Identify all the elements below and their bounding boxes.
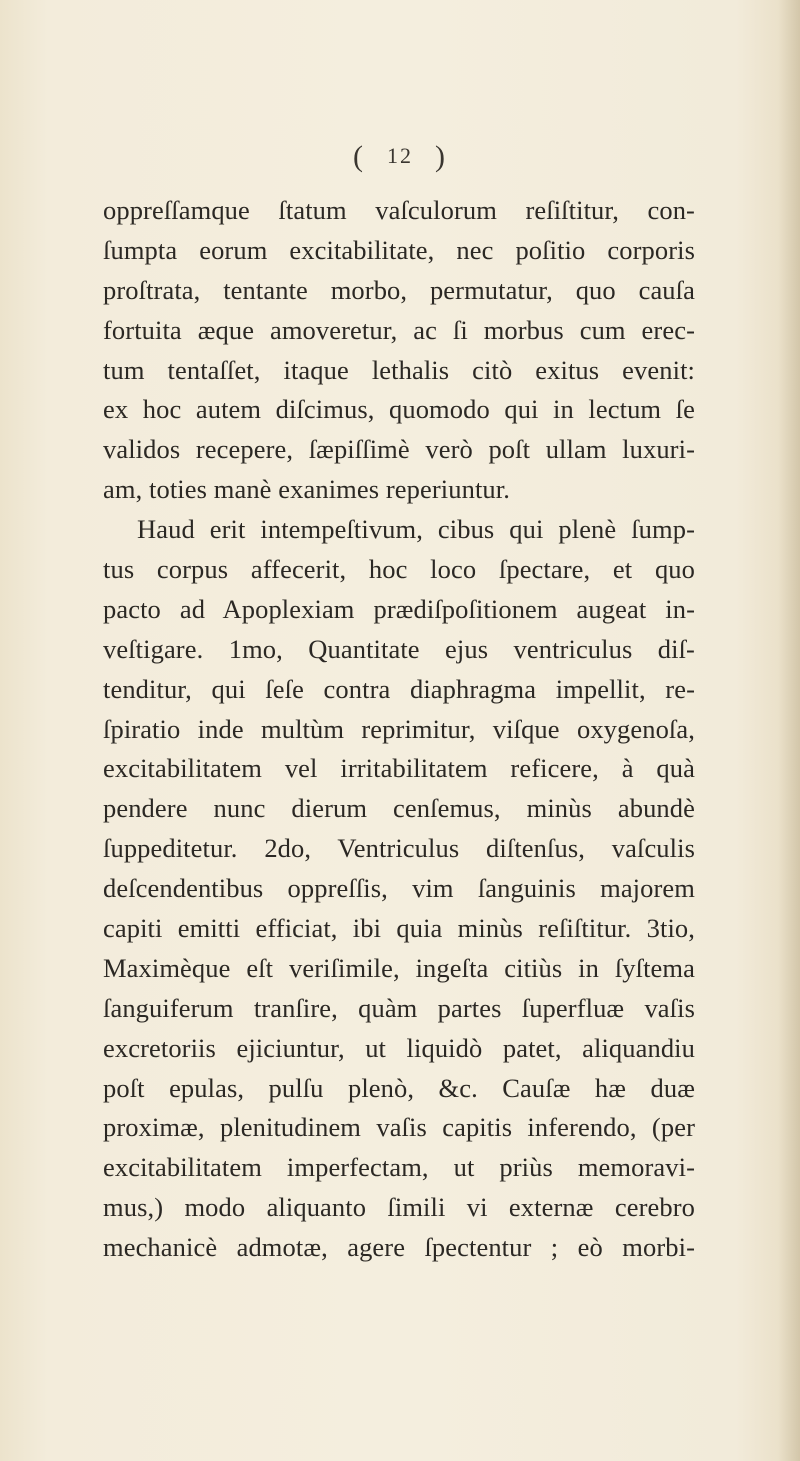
open-paren: (	[353, 140, 365, 173]
text-line: excitabilitatem vel irritabilitatem reficere, à quà	[103, 753, 695, 784]
text-line: ſuppeditetur. 2do, Ventriculus diſtenſus, vaſculis	[103, 833, 695, 864]
text-line: capiti emitti efficiat, ibi quia minùs reſiſtitur. 3tio,	[103, 913, 695, 944]
text-line: ſanguiferum tranſire, quàm partes ſuperfluæ vaſis	[103, 992, 695, 1023]
text-line: ex hoc autem diſcimus, quomodo qui in lectum ſe	[103, 394, 695, 425]
text-line: mechanicè admotæ, agere ſpectentur ; eò morbi-	[103, 1232, 695, 1263]
text-line: excretoriis ejiciuntur, ut liquidò patet, aliquandiu	[103, 1032, 695, 1063]
text-line: pacto ad Apoplexiam prædiſpoſitionem augeat in-	[103, 593, 695, 624]
text-line: validos recepere, ſæpiſſimè verò poſt ullam luxuri-	[103, 434, 695, 465]
text-line: proximæ, plenitudinem vaſis capitis inferendo, (per	[103, 1112, 695, 1143]
page-number: 12	[387, 143, 413, 168]
text-line: fortuita æque amoveretur, ac ſi morbus cum erec-	[103, 314, 695, 345]
close-paren: )	[435, 140, 447, 173]
page-header	[0, 140, 800, 174]
text-line: ſumpta eorum excitabilitate, nec poſitio corporis	[103, 234, 695, 265]
text-line: deſcendentibus oppreſſis, vim ſanguinis majorem	[103, 873, 695, 904]
text-line: poſt epulas, pulſu plenò, &c. Cauſæ hæ duæ	[103, 1072, 695, 1103]
text-line: am, toties manè exanimes reperiuntur.	[103, 474, 510, 505]
text-line: mus,) modo aliquanto ſimili vi externæ cerebro	[103, 1192, 695, 1223]
text-line: proſtrata, tentante morbo, permutatur, quo cauſa	[103, 274, 695, 305]
page-edge-shadow	[778, 0, 800, 1461]
text-line: oppreſſamque ſtatum vaſculorum reſiſtitur, con-	[103, 195, 695, 225]
text-line: excitabilitatem imperfectam, ut priùs memoravi-	[103, 1152, 695, 1183]
text-line: tenditur, qui ſeſe contra diaphragma impellit, re-	[103, 673, 695, 704]
text-line: ſpiratio inde multùm reprimitur, viſque oxygenoſa,	[103, 713, 695, 744]
text-line: pendere nunc dierum cenſemus, minùs abundè	[103, 793, 695, 824]
text-line: Maximèque eſt veriſimile, ingeſta citiùs in ſyſtema	[103, 952, 695, 983]
text-line: tum tentaſſet, itaque lethalis citò exitus evenit:	[103, 354, 695, 385]
body-text	[103, 191, 695, 1268]
text-line: Haud erit intempeſtivum, cibus qui plenè ſump-	[137, 514, 695, 545]
text-line: tus corpus affecerit, hoc loco ſpectare, et quo	[103, 554, 695, 585]
text-line: veſtigare. 1mo, Quantitate ejus ventriculus diſ-	[103, 633, 695, 664]
